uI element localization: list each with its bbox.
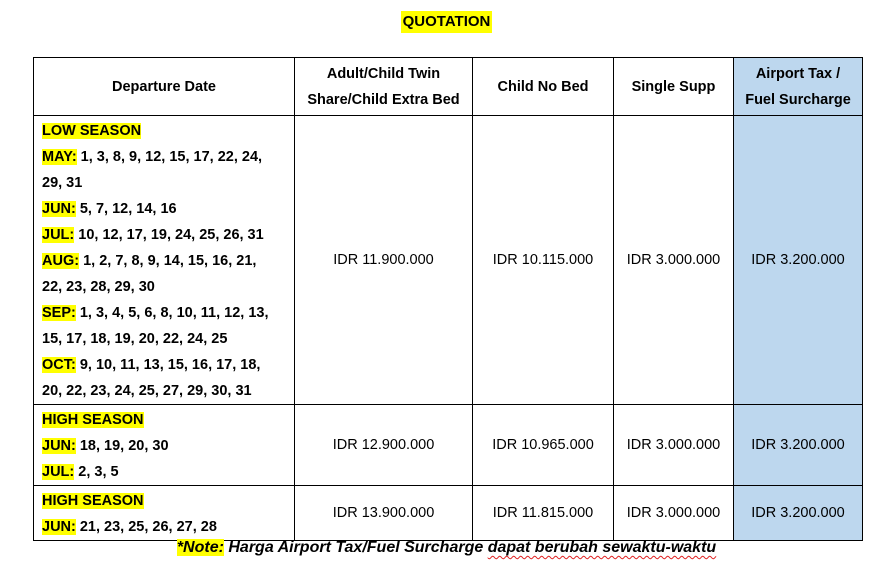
season-label <box>42 118 288 144</box>
month-days: 9, 10, 11, 13, 15, 16, 17, 18, <box>75 357 261 373</box>
season-text: LOW SEASON <box>42 123 142 139</box>
month-label: JUN: <box>42 201 76 217</box>
month-line-continued: 15, 17, 18, 19, 20, 22, 24, 25 <box>42 331 228 347</box>
header-child-no-bed <box>473 58 614 116</box>
season-label <box>42 407 288 433</box>
month-days: 1, 3, 8, 9, 12, 15, 17, 22, 24, <box>76 149 263 165</box>
header-twin-line1: Adult/Child Twin <box>326 65 441 82</box>
title-wrapper <box>0 11 893 33</box>
table-row <box>34 116 863 405</box>
footnote <box>0 537 893 559</box>
month-label: OCT: <box>42 357 76 373</box>
month-line-continued: 29, 31 <box>42 175 83 191</box>
month-label: JUL: <box>42 227 75 243</box>
month-line <box>42 352 288 378</box>
month-label: AUG: <box>42 253 80 269</box>
price-single-supp: IDR 3.000.000 <box>614 486 734 541</box>
price-single-supp: IDR 3.000.000 <box>614 405 734 486</box>
header-single-supp <box>614 58 734 116</box>
month-label: JUN: <box>42 519 76 535</box>
month-label: SEP: <box>42 305 76 321</box>
month-line <box>42 196 288 222</box>
departure-dates-cell <box>34 405 295 486</box>
quotation-table <box>33 57 863 541</box>
price-child-no-bed: IDR 11.815.000 <box>473 486 614 541</box>
price-airport-tax: IDR 3.200.000 <box>734 116 863 405</box>
month-line <box>42 222 288 248</box>
price-single-supp: IDR 3.000.000 <box>614 116 734 405</box>
table-row <box>34 405 863 486</box>
price-twin-share: IDR 11.900.000 <box>295 116 473 405</box>
header-tax-line2: Fuel Surcharge <box>745 91 851 108</box>
departure-dates-cell <box>34 116 295 405</box>
header-tax-line1: Airport Tax / <box>755 65 841 82</box>
price-twin-share: IDR 12.900.000 <box>295 405 473 486</box>
price-airport-tax: IDR 3.200.000 <box>734 405 863 486</box>
month-line <box>42 144 288 170</box>
note-label: *Note: <box>176 539 224 556</box>
header-departure-label: Departure Date <box>112 78 216 95</box>
header-twin-line2: Share/Child Extra Bed <box>307 91 460 108</box>
month-line-continued: 22, 23, 28, 29, 30 <box>42 279 155 295</box>
season-text: HIGH SEASON <box>42 493 144 509</box>
header-airport-tax <box>734 58 863 116</box>
header-child-no-bed-label: Child No Bed <box>497 78 589 95</box>
header-single-supp-label: Single Supp <box>631 78 716 95</box>
note-text: Harga Airport Tax/Fuel Surcharge <box>223 539 488 556</box>
month-label: MAY: <box>42 149 77 165</box>
month-days: 1, 2, 7, 8, 9, 14, 15, 16, 21, <box>79 253 257 269</box>
departure-dates-cell <box>34 486 295 541</box>
month-days: 10, 12, 17, 19, 24, 25, 26, 31 <box>74 227 264 243</box>
month-days: 1, 3, 4, 5, 6, 8, 10, 11, 12, 13, <box>75 305 269 321</box>
table-row <box>34 486 863 541</box>
price-airport-tax: IDR 3.200.000 <box>734 486 863 541</box>
month-line <box>42 248 288 274</box>
header-twin-share <box>295 58 473 116</box>
month-days: 18, 19, 20, 30 <box>75 438 169 454</box>
note-text-spellcheck: dapat berubah sewaktu-waktu <box>487 539 717 556</box>
table-header-row <box>34 58 863 116</box>
page-title: QUOTATION <box>401 11 493 33</box>
price-child-no-bed: IDR 10.965.000 <box>473 405 614 486</box>
month-days: 5, 7, 12, 14, 16 <box>75 201 177 217</box>
header-departure-date <box>34 58 295 116</box>
price-twin-share: IDR 13.900.000 <box>295 486 473 541</box>
month-line-continued: 20, 22, 23, 24, 25, 27, 29, 30, 31 <box>42 383 252 399</box>
month-label: JUN: <box>42 438 76 454</box>
month-label: JUL: <box>42 464 75 480</box>
season-label <box>42 488 288 514</box>
season-text: HIGH SEASON <box>42 412 144 428</box>
month-days: 2, 3, 5 <box>74 464 119 480</box>
price-child-no-bed: IDR 10.115.000 <box>473 116 614 405</box>
month-days: 21, 23, 25, 26, 27, 28 <box>75 519 217 535</box>
month-line <box>42 459 288 485</box>
month-line <box>42 433 288 459</box>
month-line <box>42 300 288 326</box>
